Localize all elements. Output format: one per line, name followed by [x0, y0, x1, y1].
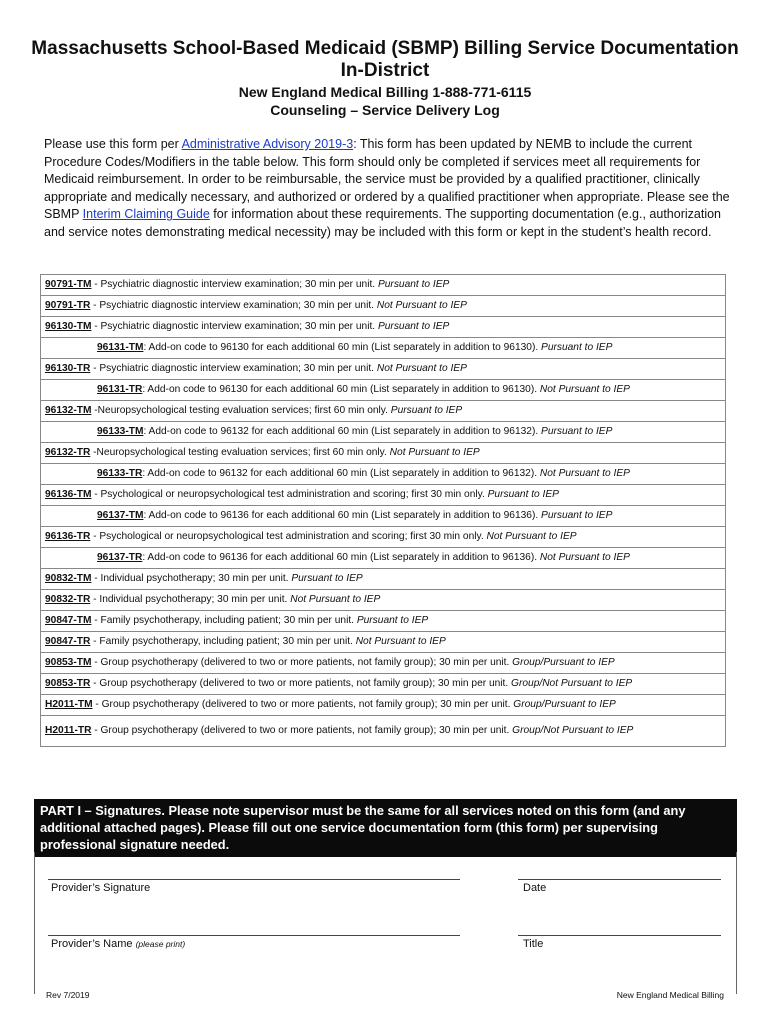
procedure-code: 96132-TR [45, 447, 91, 458]
pursuant-note: Pursuant to IEP [541, 426, 613, 437]
table-row [41, 275, 726, 296]
procedure-code: H2011-TM [45, 699, 93, 710]
table-row [41, 359, 726, 380]
date-line[interactable] [518, 879, 721, 880]
pursuant-note: Pursuant to IEP [377, 321, 450, 332]
table-row [41, 338, 726, 359]
pursuant-note: Group/Pursuant to IEP [512, 657, 615, 668]
procedure-code-cell [41, 317, 726, 338]
table-row [41, 443, 726, 464]
pursuant-note: Pursuant to IEP [541, 342, 613, 353]
code-separator: - [90, 531, 100, 542]
table-row [41, 380, 726, 401]
code-separator: - [90, 300, 100, 311]
procedure-description: Family psychotherapy, including patient; 30 min per unit. [99, 636, 356, 647]
procedure-code-cell [41, 275, 726, 296]
code-separator: : [142, 552, 148, 563]
code-separator: - [92, 699, 102, 710]
provider-name-label [51, 938, 185, 950]
procedure-description: Psychiatric diagnostic interview examination; 30 min per unit. [100, 279, 378, 290]
procedure-code: 90791-TR [45, 300, 91, 311]
table-row [41, 632, 726, 653]
pursuant-note: Pursuant to IEP [377, 279, 450, 290]
provider-name-line[interactable] [48, 935, 460, 936]
procedure-code-cell [41, 716, 726, 747]
procedure-code: 90853-TM [45, 657, 92, 668]
procedure-description: Add-on code to 96136 for each additional 60 min (List separately in addition to 96136). [148, 510, 542, 521]
pursuant-note: Not Pursuant to IEP [539, 384, 630, 395]
table-row [41, 569, 726, 590]
pursuant-note: Pursuant to IEP [356, 615, 429, 626]
document-title-line2: In-District [340, 60, 430, 81]
document-title: Massachusetts School-Based Medicaid (SBMP) Billing Service Documentation [31, 38, 739, 59]
procedure-code: 90847-TM [45, 615, 92, 626]
provider-signature-line[interactable] [48, 879, 460, 880]
table-row [41, 590, 726, 611]
table-row [41, 506, 726, 527]
procedure-code: 96131-TM [97, 342, 144, 353]
pursuant-note: Not Pursuant to IEP [539, 468, 630, 479]
procedure-code-cell [41, 695, 726, 716]
procedure-code-cell [41, 485, 726, 506]
procedure-description: Individual psychotherapy; 30 min per unit. [100, 573, 292, 584]
procedure-description: Add-on code to 96130 for each additional 60 min (List separately in addition to 96130). [148, 342, 542, 353]
table-row [41, 296, 726, 317]
code-separator: - [90, 636, 100, 647]
procedure-code: 96131-TR [97, 384, 143, 395]
procedure-code: H2011-TR [45, 725, 92, 736]
please-print-note: (please print) [135, 939, 186, 949]
pursuant-note: Not Pursuant to IEP [389, 447, 480, 458]
code-separator: - [91, 405, 98, 416]
pursuant-note: Group/Not Pursuant to IEP [512, 725, 634, 736]
pursuant-note: Not Pursuant to IEP [539, 552, 630, 563]
code-separator: - [91, 321, 101, 332]
procedure-code: 96133-TR [97, 468, 143, 479]
pursuant-note: Pursuant to IEP [291, 573, 363, 584]
procedure-code: 96137-TR [97, 552, 143, 563]
code-separator: : [142, 384, 148, 395]
procedure-description: Group psychotherapy (delivered to two or more patients, not family group); 30 min per unit. [100, 657, 513, 668]
procedure-code-cell [41, 443, 726, 464]
procedure-code: 90832-TM [45, 573, 92, 584]
procedure-description: Group psychotherapy (delivered to two or more patients, not family group); 30 min per unit. [100, 725, 513, 736]
table-row [41, 653, 726, 674]
procedure-code-cell [41, 674, 726, 695]
pursuant-note: Group/Not Pursuant to IEP [511, 678, 633, 689]
procedure-code-cell [41, 653, 726, 674]
code-separator: - [90, 678, 100, 689]
code-separator: - [90, 447, 97, 458]
procedure-description: Psychological or neuropsychological test administration and scoring; first 30 min only. [100, 489, 488, 500]
procedure-code-cell [41, 422, 726, 443]
procedure-code: 96137-TM [97, 510, 144, 521]
intro-text-1: Please use this form per [44, 137, 182, 151]
procedure-description: Add-on code to 96130 for each additional 60 min (List separately in addition to 96130). [147, 384, 540, 395]
table-row [41, 611, 726, 632]
company-phone: New England Medical Billing 1-888-771-6115 [238, 84, 532, 100]
code-separator: - [90, 594, 100, 605]
procedure-description: Family psychotherapy, including patient; 30 min per unit. [100, 615, 357, 626]
interim-claiming-guide-link[interactable]: Interim Claiming Guide [82, 207, 210, 222]
procedure-code-cell [41, 338, 726, 359]
procedure-codes-table [40, 274, 726, 747]
procedure-description: Psychiatric diagnostic interview examination; 30 min per unit. [100, 321, 378, 332]
pursuant-note: Pursuant to IEP [390, 405, 463, 416]
provider-signature-label: Provider’s Signature [51, 882, 151, 894]
procedure-description: Add-on code to 96132 for each additional 60 min (List separately in addition to 96132). [147, 468, 540, 479]
procedure-code: 90853-TR [45, 678, 91, 689]
pursuant-note: Not Pursuant to IEP [376, 300, 467, 311]
table-row [41, 716, 726, 747]
procedure-code-cell [41, 401, 726, 422]
procedure-code: 96130-TR [45, 363, 91, 374]
procedure-code: 90847-TR [45, 636, 91, 647]
procedure-code: 96130-TM [45, 321, 92, 332]
table-row [41, 485, 726, 506]
code-separator: : [142, 468, 148, 479]
administrative-advisory-link[interactable]: Administrative Advisory 2019-3 [181, 137, 354, 151]
procedure-description: Neuropsychological testing evaluation services; first 60 min only. [96, 447, 390, 458]
table-row [41, 548, 726, 569]
procedure-description: Group psychotherapy (delivered to two or more patients, not family group); 30 min per unit. [101, 699, 514, 710]
procedure-description: Psychiatric diagnostic interview examination; 30 min per unit. [99, 300, 377, 311]
date-label: Date [523, 882, 547, 894]
table-row [41, 527, 726, 548]
code-separator: - [91, 615, 101, 626]
form-subtitle: Counseling – Service Delivery Log [270, 102, 500, 118]
pursuant-note: Not Pursuant to IEP [376, 363, 467, 374]
procedure-code-cell [41, 632, 726, 653]
code-separator: - [90, 363, 100, 374]
procedure-code-cell [41, 359, 726, 380]
procedure-code: 90791-TM [45, 279, 92, 290]
procedure-code: 90832-TR [45, 594, 91, 605]
procedure-description: Individual psychotherapy; 30 min per unit. [99, 594, 291, 605]
procedure-code-cell [41, 380, 726, 401]
code-separator: : [143, 342, 149, 353]
company-footer: New England Medical Billing [616, 990, 724, 1000]
intro-text-2: : This form has been updated by NEMB to include the current Procedure Codes/Modifiers in the table below. This form should only be completed if services meet all requirements for Medicaid reimbursement. In order to be reimbursable, the service must be provided by a qualified practitioner, clinically appropriate and medically necessary, and authorized or ordered by a qualified practitioner when appropriate. Please see the SBMP [44, 137, 730, 222]
table-row [41, 401, 726, 422]
code-separator: - [91, 573, 101, 584]
pursuant-note: Group/Pursuant to IEP [513, 699, 616, 710]
procedure-code-cell [41, 527, 726, 548]
procedure-description: Psychiatric diagnostic interview examination; 30 min per unit. [99, 363, 377, 374]
procedure-code: 96136-TR [45, 531, 91, 542]
title-label: Title [523, 938, 544, 950]
procedure-code-cell [41, 590, 726, 611]
code-separator: : [143, 426, 149, 437]
pursuant-note: Pursuant to IEP [487, 489, 559, 500]
procedure-description: Psychological or neuropsychological test administration and scoring; first 30 min only. [99, 531, 487, 542]
intro-paragraph [44, 136, 734, 242]
table-row [41, 695, 726, 716]
code-separator: - [91, 725, 101, 736]
code-separator: : [143, 510, 149, 521]
pursuant-note: Pursuant to IEP [541, 510, 613, 521]
part-one-header: PART I – Signatures. Please note supervisor must be the same for all services noted on this form (and any additional attached pages). Please fill out one service documentation form (this form) per supervising professional signature needed. [34, 799, 737, 857]
signature-section [34, 852, 737, 994]
pursuant-note: Not Pursuant to IEP [486, 531, 577, 542]
procedure-code-cell [41, 569, 726, 590]
procedure-code-cell [41, 464, 726, 485]
provider-name-text: Provider’s Name [51, 938, 133, 950]
table-row [41, 674, 726, 695]
table-row [41, 317, 726, 338]
procedure-code-cell [41, 548, 726, 569]
procedure-description: Group psychotherapy (delivered to two or more patients, not family group); 30 min per unit. [99, 678, 512, 689]
code-separator: - [91, 657, 101, 668]
pursuant-note: Not Pursuant to IEP [355, 636, 446, 647]
procedure-code-cell [41, 611, 726, 632]
procedure-code: 96132-TM [45, 405, 92, 416]
procedure-code: 96136-TM [45, 489, 92, 500]
pursuant-note: Not Pursuant to IEP [290, 594, 381, 605]
procedure-code: 96133-TM [97, 426, 144, 437]
revision-footer: Rev 7/2019 [46, 990, 90, 1000]
procedure-code-cell [41, 296, 726, 317]
table-row [41, 464, 726, 485]
code-separator: - [91, 279, 101, 290]
procedure-description: Add-on code to 96136 for each additional 60 min (List separately in addition to 96136). [147, 552, 540, 563]
table-row [41, 422, 726, 443]
code-separator: - [91, 489, 101, 500]
procedure-description: Neuropsychological testing evaluation services; first 60 min only. [97, 405, 391, 416]
procedure-code-cell [41, 506, 726, 527]
intro-text-3: for information about these requirements. The supporting documentation (e.g., authorization and service notes demonstrating medical necessity) may be included with this form or kept in the student’s health record. [44, 207, 721, 239]
title-line[interactable] [518, 935, 721, 936]
procedure-description: Add-on code to 96132 for each additional 60 min (List separately in addition to 96132). [148, 426, 542, 437]
